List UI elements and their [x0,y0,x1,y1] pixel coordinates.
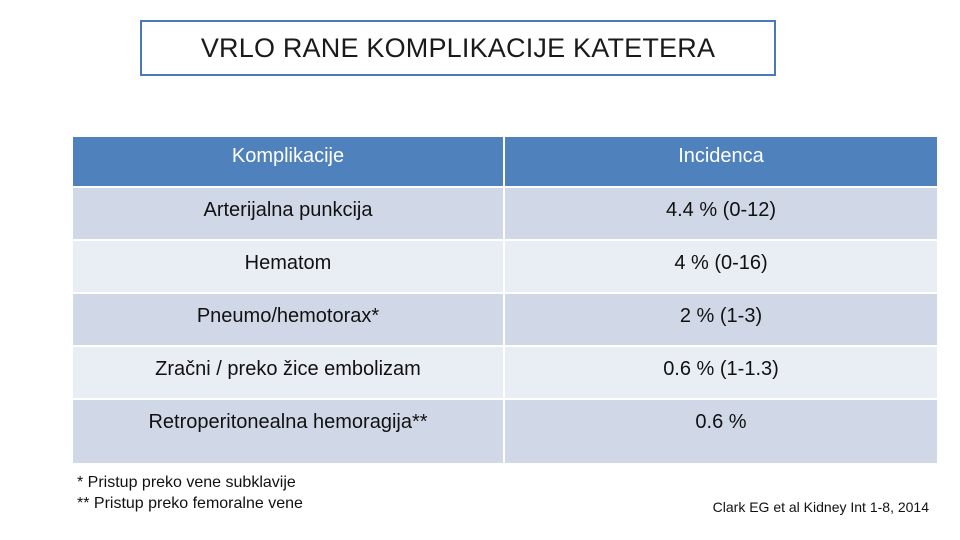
complication-cell: Pneumo/hemotorax* [73,293,504,346]
table-row [73,187,937,240]
incidence-cell: 0.6 % [504,399,937,463]
footnote-femoral: ** Pristup preko femoralne vene [77,495,303,512]
footnotes [77,472,303,514]
table-row [73,293,937,346]
table-row [73,240,937,293]
incidence-cell: 4 % (0-16) [504,240,937,293]
header-incidenca: Incidenca [504,137,937,187]
table-row [73,399,937,463]
header-komplikacije: Komplikacije [73,137,504,187]
citation: Clark EG et al Kidney Int 1-8, 2014 [712,499,929,515]
footnote-subclavian: * Pristup preko vene subklavije [77,474,296,491]
incidence-cell: 4.4 % (0-12) [504,187,937,240]
complication-cell: Arterijalna punkcija [73,187,504,240]
slide-title: VRLO RANE KOMPLIKACIJE KATETERA [200,32,716,63]
table-header-row [73,137,937,187]
complication-cell: Hematom [73,240,504,293]
table-row [73,346,937,399]
complication-cell: Zračni / preko žice embolizam [73,346,504,399]
complications-table [73,137,937,463]
title-box [140,20,776,76]
incidence-cell: 2 % (1-3) [504,293,937,346]
incidence-cell: 0.6 % (1-1.3) [504,346,937,399]
complication-cell: Retroperitonealna hemoragija** [73,399,504,463]
